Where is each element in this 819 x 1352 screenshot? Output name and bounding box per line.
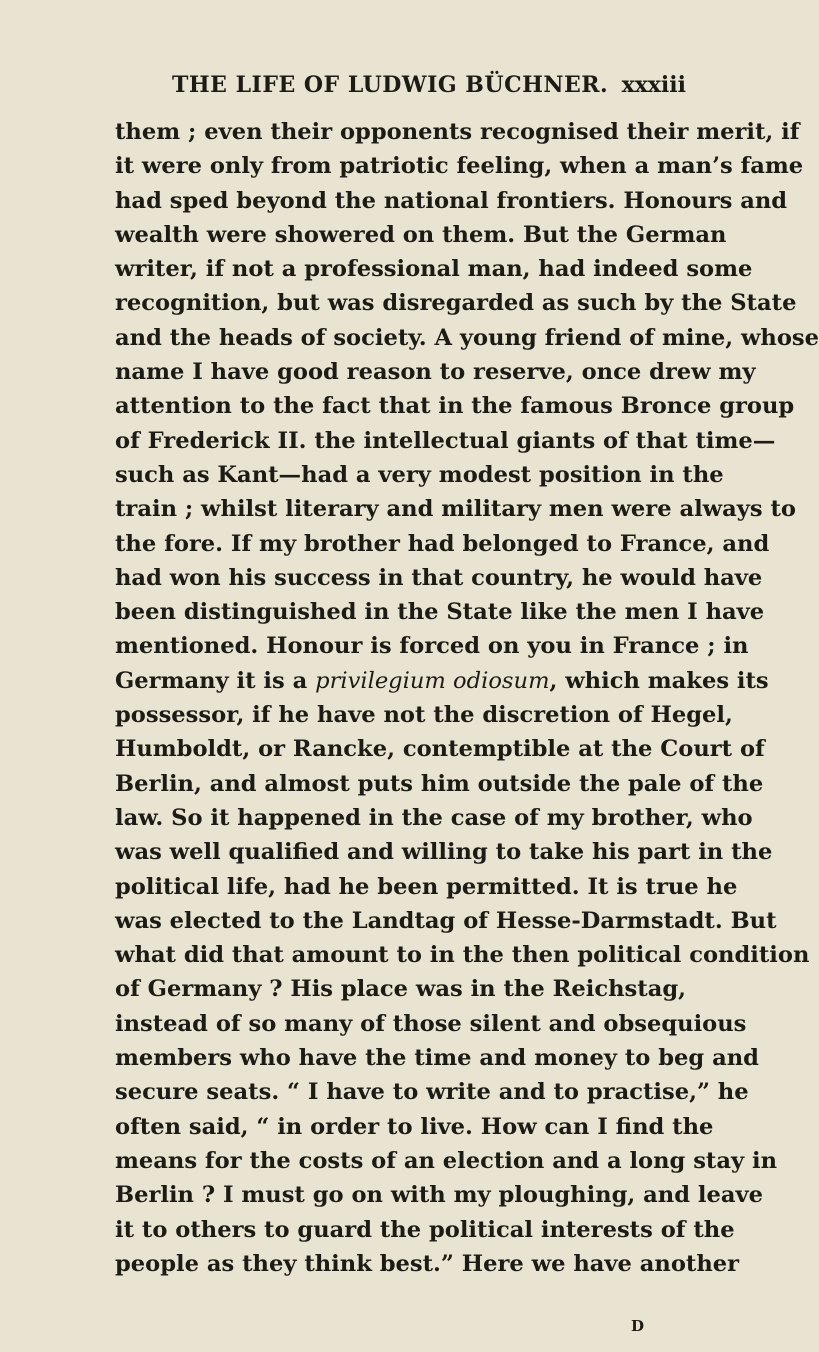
text-line: attention to the fact that in the famous Bronce group xyxy=(115,393,795,420)
text-line: writer, if not a professional man, had indeed some xyxy=(115,256,753,283)
text-line: secure seats. “ I have to write and to practise,” he xyxy=(115,1079,749,1106)
text-line: wealth were showered on them. But the German xyxy=(115,221,727,248)
text-line: members who have the time and money to beg and xyxy=(115,1045,759,1072)
page-header xyxy=(172,72,686,102)
text-line: it were only from patriotic feeling, when a man’s fame xyxy=(115,153,804,180)
running-title: THE LIFE OF LUDWIG BÜCHNER. xyxy=(172,72,609,98)
text-line: the fore. If my brother had belonged to France, and xyxy=(115,530,770,557)
page-number: xxxiii xyxy=(621,72,686,98)
text-line-with-italic xyxy=(115,664,769,698)
text-line: train ; whilst literary and military men were always to xyxy=(115,496,796,523)
text-line: been distinguished in the State like the men I have xyxy=(115,599,765,626)
signature-mark: D xyxy=(631,1317,646,1335)
text-line: had sped beyond the national frontiers. Honours and xyxy=(115,187,788,214)
text-line: instead of so many of those silent and obsequious xyxy=(115,1010,747,1037)
text-line: them ; even their opponents recognised their merit, if xyxy=(115,119,800,145)
text-line: was elected to the Landtag of Hesse-Darmstadt. But xyxy=(115,907,777,934)
text-line: such as Kant—had a very modest position in the xyxy=(115,461,724,488)
text-line: was well qualified and willing to take his part in the xyxy=(115,839,773,866)
text-line: means for the costs of an election and a long stay in xyxy=(115,1147,778,1174)
text-line: often said, “ in order to live. How can I find the xyxy=(115,1113,714,1140)
text-line: and the heads of society. A young friend of mine, whose xyxy=(115,324,819,351)
text-line: possessor, if he have not the discretion of Hegel, xyxy=(115,702,733,729)
text-line: it to others to guard the political interests of the xyxy=(115,1216,735,1243)
text-line: name I have good reason to reserve, once drew my xyxy=(115,359,756,386)
text-line: of Germany ? His place was in the Reichstag, xyxy=(115,976,686,1003)
text-line: people as they think best.” Here we have another xyxy=(115,1250,740,1277)
text-line: of Frederick II. the intellectual giants of that time— xyxy=(115,427,776,454)
italic-phrase: privilegium odiosum xyxy=(315,667,550,694)
text-line: Humboldt, or Rancke, contemptible at the Court of xyxy=(115,736,765,763)
text-line: Berlin, and almost puts him outside the pale of the xyxy=(115,770,764,797)
text-line: recognition, but was disregarded as such by the State xyxy=(115,290,797,317)
text-line: what did that amount to in the then political condition xyxy=(115,942,810,969)
text-line: mentioned. Honour is forced on you in France ; in xyxy=(115,633,749,660)
line-segment: Germany it is a xyxy=(115,667,316,694)
text-line: political life, had he been permitted. It is true he xyxy=(115,873,738,900)
body-text xyxy=(115,115,819,1281)
line-segment: , which makes its xyxy=(549,667,769,694)
text-line: law. So it happened in the case of my brother, who xyxy=(115,804,753,831)
text-line: Berlin ? I must go on with my ploughing, and leave xyxy=(115,1182,763,1209)
text-line: had won his success in that country, he would have xyxy=(115,564,763,591)
